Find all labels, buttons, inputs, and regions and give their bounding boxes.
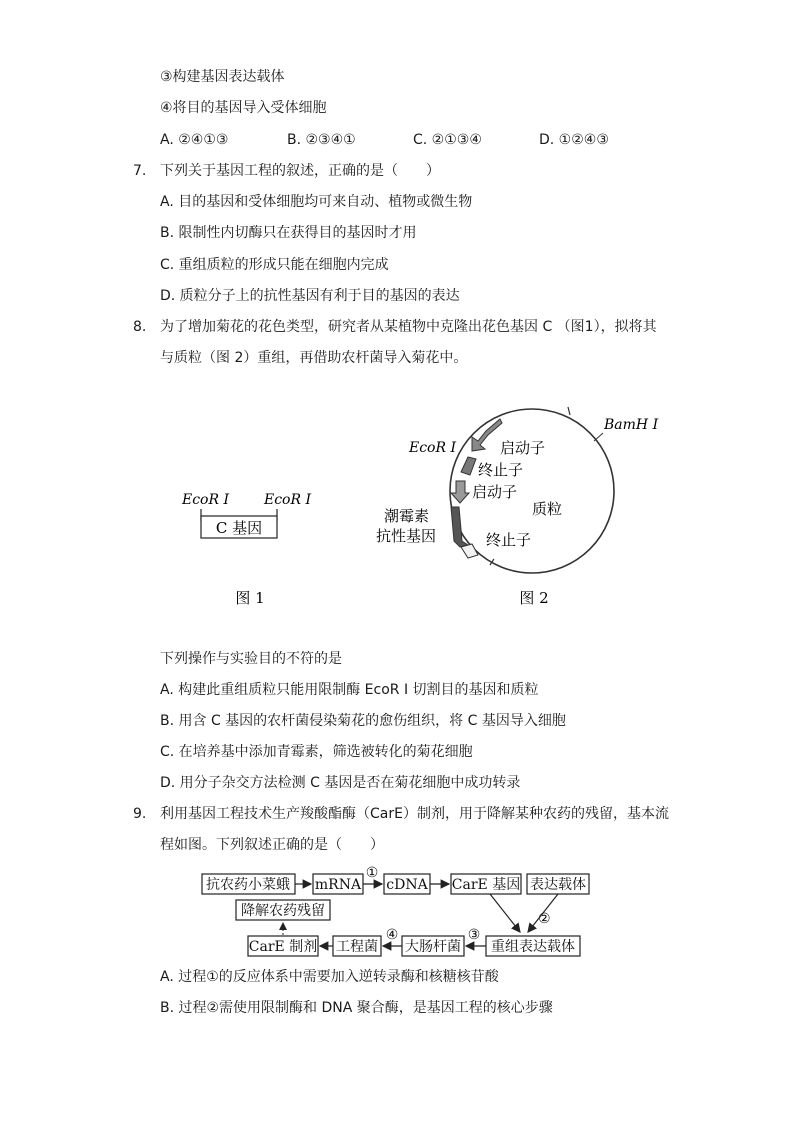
q7-option-a: A. 目的基因和受体细胞均可来自动、植物或微生物 — [160, 194, 473, 210]
flow-care-gene-label: CarE 基因 — [451, 877, 521, 893]
figure-1 — [181, 492, 311, 607]
q9-stem-line1: 利用基因工程技术生产羧酸酯酶（CarE）制剂，用于降解某种农药的残留，基本流 — [160, 806, 669, 822]
flow-step4: ④ — [385, 927, 399, 943]
q8-option-c: C. 在培养基中添加青霉素，筛选被转化的菊花细胞 — [160, 744, 473, 760]
fig2-terminator2: 终止子 — [486, 531, 532, 549]
fig2-ecor-label: EcoR Ⅰ — [409, 440, 457, 456]
q8-number: 8. — [133, 319, 147, 335]
q6-option-a: A. ②④①③ — [160, 132, 229, 148]
q8-prompt: 下列操作与实验目的不符的是 — [160, 651, 342, 667]
fig2-resist-line1: 潮霉素 — [384, 507, 430, 525]
figure-2 — [376, 407, 659, 607]
fig2-promoter1: 启动子 — [500, 439, 546, 457]
q6-step3: ③构建基因表达载体 — [160, 69, 285, 85]
q9-option-b: B. 过程②需使用限制酶和 DNA 聚合酶，是基因工程的核心步骤 — [160, 1000, 553, 1016]
flow-degrade-label: 降解农药残留 — [241, 903, 325, 919]
q9-stem-line2: 程如图。下列叙述正确的是（ ） — [160, 837, 384, 853]
flow-moth-label: 抗农药小菜蛾 — [206, 877, 290, 893]
q6-option-c: C. ②①③④ — [413, 132, 482, 148]
q9-number: 9. — [133, 806, 147, 822]
q9-option-a: A. 过程①的反应体系中需要加入逆转录酶和核糖核苷酸 — [160, 969, 499, 985]
flow-step3: ③ — [467, 927, 481, 943]
terminator1-block — [461, 457, 476, 475]
q7-option-b: B. 限制性内切酶只在获得目的基因时才用 — [160, 225, 417, 241]
fig2-caption: 图 2 — [519, 589, 549, 607]
q8-figures — [0, 395, 793, 655]
q6-option-b: B. ②③④① — [287, 132, 356, 148]
flow-recombinant-label: 重组表达载体 — [491, 939, 575, 955]
flow-mrna-label: mRNA — [314, 877, 362, 893]
flow-ecoli-label: 大肠杆菌 — [405, 939, 461, 955]
q8-stem-line2: 与质粒（图 2）重组，再借助农杆菌导入菊花中。 — [160, 350, 468, 366]
q8-option-b: B. 用含 C 基因的农杆菌侵染菊花的愈伤组织，将 C 基因导入细胞 — [160, 713, 566, 729]
fig2-bamh-label: BamH Ⅰ — [604, 417, 659, 433]
promoter1-arrow — [472, 419, 502, 451]
flow-cdna-label: cDNA — [386, 877, 428, 893]
q9-flow-diagram — [0, 862, 793, 962]
terminator2-block — [461, 544, 478, 558]
q6-step4: ④将目的基因导入受体细胞 — [160, 100, 327, 116]
flow-preparation-label: CarE 制剂 — [248, 939, 318, 955]
fig1-caption: 图 1 — [235, 589, 265, 607]
q8-stem-line1: 为了增加菊花的花色类型，研究者从某植物中克隆出花色基因 C （图1），拟将其 — [160, 319, 657, 335]
fig2-terminator1: 终止子 — [478, 461, 524, 479]
flow-step1: ① — [365, 865, 379, 881]
fig2-promoter2: 启动子 — [472, 483, 518, 501]
fig2-resist-line2: 抗性基因 — [376, 527, 437, 545]
q7-option-d: D. 质粒分子上的抗性基因有利于目的基因的表达 — [160, 288, 460, 304]
flow-engineered-label: 工程菌 — [336, 939, 378, 955]
resistance-gene-block — [451, 507, 468, 547]
fig1-ecor-left: EcoR Ⅰ — [182, 492, 230, 508]
flow-step2: ② — [538, 911, 551, 927]
q8-option-a: A. 构建此重组质粒只能用限制酶 EcoR Ⅰ 切割目的基因和质粒 — [160, 682, 539, 698]
fig2-plasmid: 质粒 — [532, 500, 563, 518]
q7-option-c: C. 重组质粒的形成只能在细胞内完成 — [160, 257, 389, 273]
q8-option-d: D. 用分子杂交方法检测 C 基因是否在菊花细胞中成功转录 — [160, 775, 521, 791]
q7-number: 7. — [133, 163, 147, 179]
fig1-gene-label: C 基因 — [215, 519, 263, 537]
fig1-ecor-right: EcoR Ⅰ — [264, 492, 312, 508]
q7-stem: 下列关于基因工程的叙述，正确的是（ ） — [160, 163, 440, 179]
q6-option-d: D. ①②④③ — [539, 132, 609, 148]
flow-vector-label: 表达载体 — [530, 877, 586, 893]
promoter2-arrow — [451, 481, 469, 503]
